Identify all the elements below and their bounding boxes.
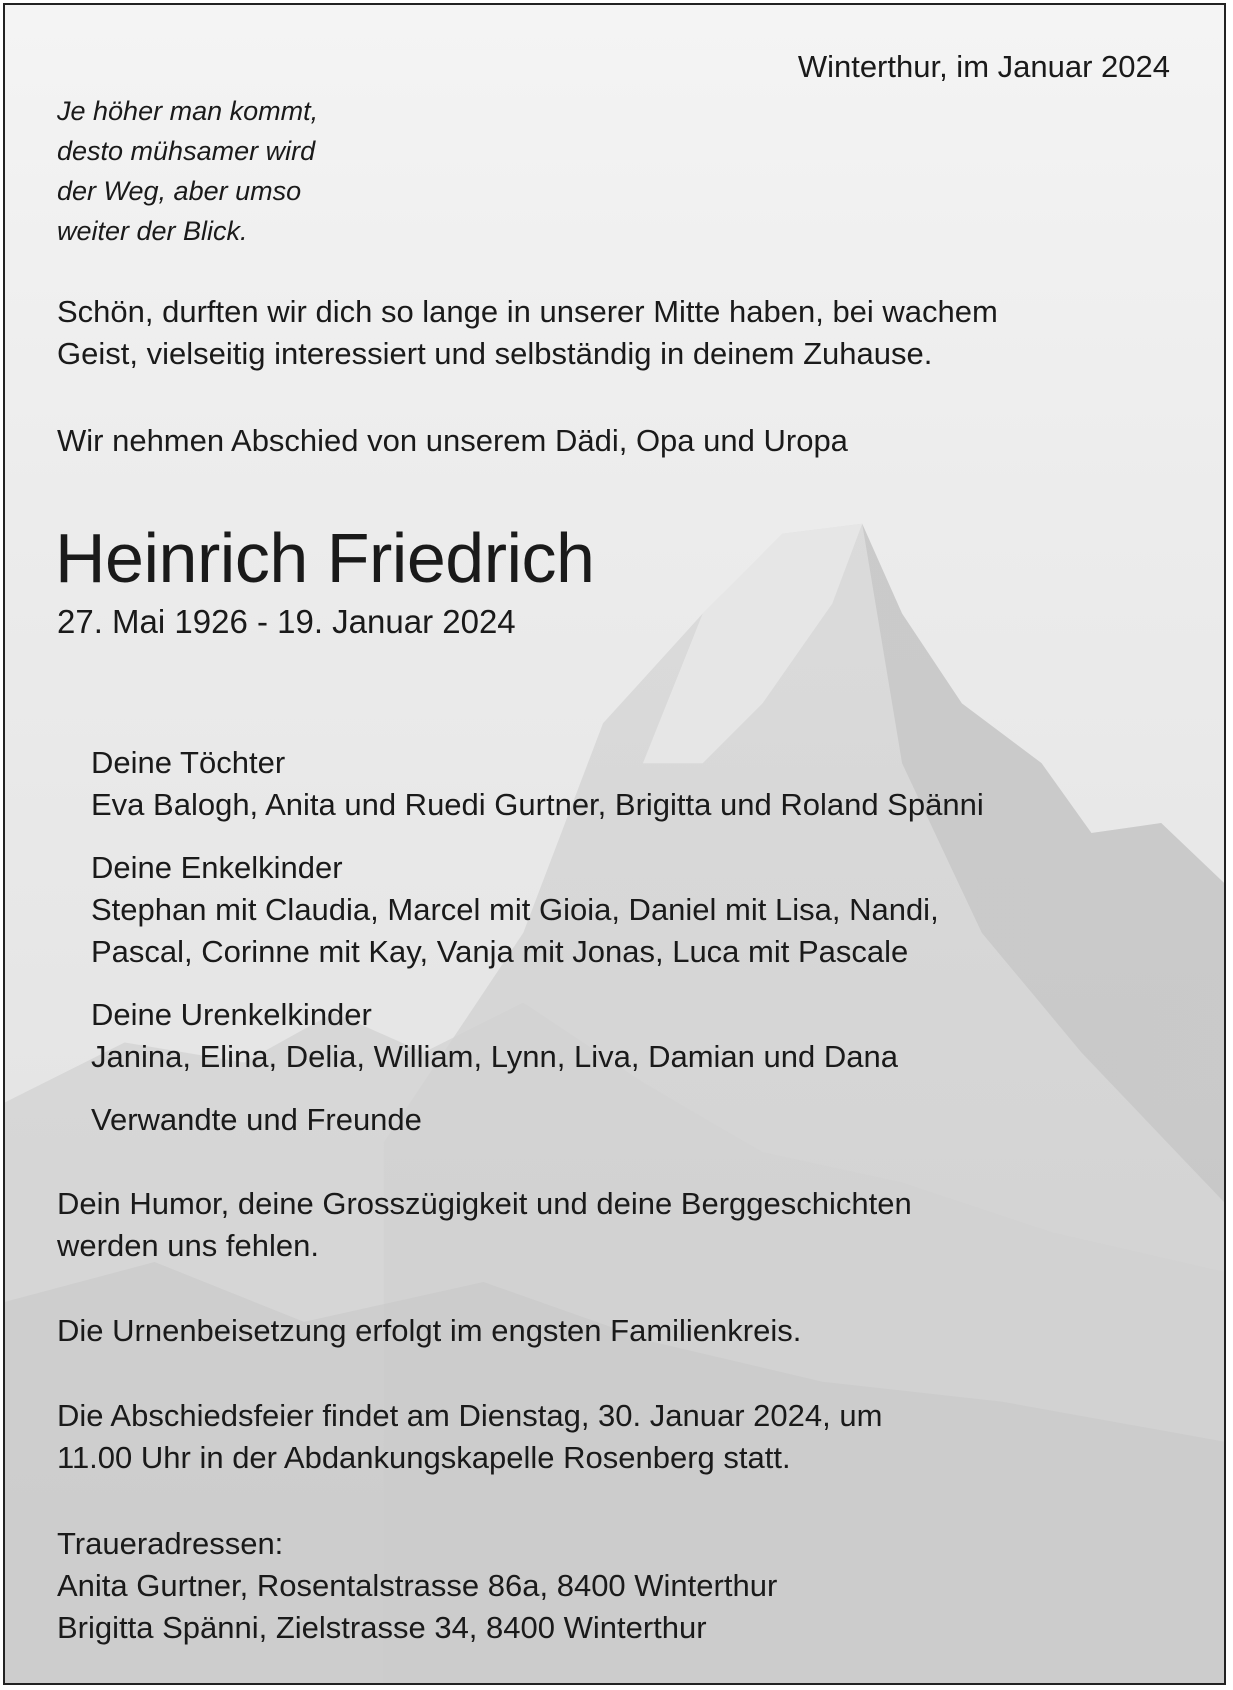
intro-line: Geist, vielseitig interessiert und selbständig in deinem Zuhause.: [57, 336, 933, 371]
family-grandchildren: [91, 847, 939, 973]
motto-line: der Weg, aber umso: [57, 176, 302, 206]
family-daughters: [91, 742, 984, 826]
ceremony-line: 11.00 Uhr in der Abdankungskapelle Rosenberg statt.: [57, 1440, 791, 1475]
addresses-label: Traueradressen:: [57, 1526, 284, 1561]
motto-line: Je höher man kommt,: [57, 96, 319, 126]
great-grandchildren-label: Deine Urenkelkinder: [91, 997, 372, 1032]
address-line: Brigitta Spänni, Zielstrasse 34, 8400 Winterthur: [57, 1610, 707, 1645]
deceased-name: Heinrich Friedrich: [55, 519, 595, 597]
humor-line: Dein Humor, deine Grosszügigkeit und deine Berggeschichten: [57, 1186, 912, 1221]
burial-line: Die Urnenbeisetzung erfolgt im engsten Familienkreis.: [57, 1313, 802, 1348]
address-line: Anita Gurtner, Rosentalstrasse 86a, 8400 Winterthur: [57, 1568, 778, 1603]
farewell-line: Wir nehmen Abschied von unserem Dädi, Opa und Uropa: [57, 423, 848, 458]
life-dates: 27. Mai 1926 - 19. Januar 2024: [57, 603, 516, 640]
ceremony-line: Die Abschiedsfeier findet am Dienstag, 30. Januar 2024, um: [57, 1398, 883, 1433]
daughters-names: Eva Balogh, Anita und Ruedi Gurtner, Brigitta und Roland Spänni: [91, 787, 984, 822]
relatives-line: Verwandte und Freunde: [91, 1102, 422, 1137]
daughters-label: Deine Töchter: [91, 745, 286, 780]
grandchildren-names: Pascal, Corinne mit Kay, Vanja mit Jonas, Luca mit Pascale: [91, 934, 909, 969]
motto-line: weiter der Blick.: [57, 216, 248, 246]
grandchildren-names: Stephan mit Claudia, Marcel mit Gioia, Daniel mit Lisa, Nandi,: [91, 892, 939, 927]
motto-quote: [57, 91, 477, 251]
humor-paragraph: [57, 1183, 912, 1267]
humor-line: werden uns fehlen.: [57, 1228, 319, 1263]
mourning-addresses: [57, 1523, 777, 1649]
family-great-grandchildren: [91, 994, 898, 1078]
intro-line: Schön, durften wir dich so lange in unserer Mitte haben, bei wachem: [57, 294, 998, 329]
place-and-date: Winterthur, im Januar 2024: [797, 49, 1170, 84]
ceremony-paragraph: [57, 1395, 882, 1479]
great-grandchildren-names: Janina, Elina, Delia, William, Lynn, Liva, Damian und Dana: [91, 1039, 898, 1074]
intro-paragraph: [57, 291, 998, 375]
grandchildren-label: Deine Enkelkinder: [91, 850, 343, 885]
obituary-notice: [3, 3, 1226, 1685]
motto-line: desto mühsamer wird: [57, 136, 316, 166]
